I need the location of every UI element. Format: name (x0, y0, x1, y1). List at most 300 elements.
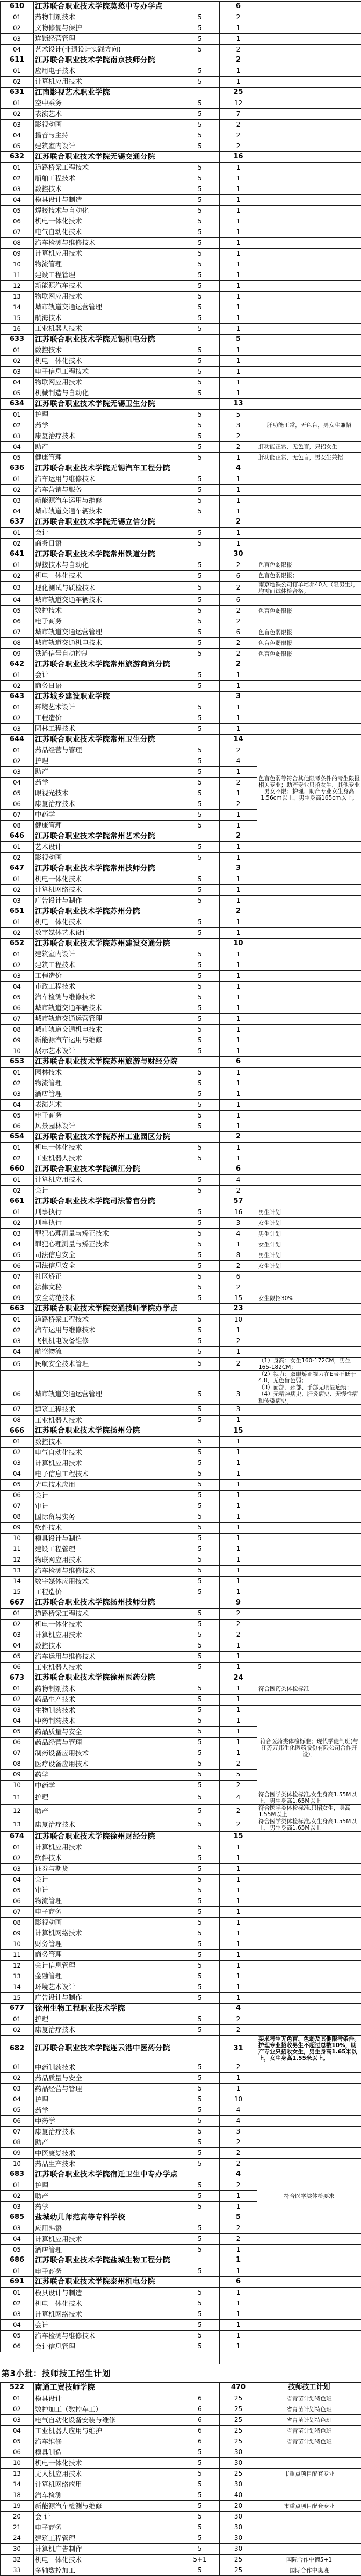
school-remark (257, 549, 361, 560)
major-name: 康复治疗技术 (34, 1818, 180, 1831)
major-count: 1 (220, 270, 257, 281)
major-row (1, 1522, 361, 1533)
major-count: 1 (220, 681, 257, 692)
major-name: 药学 (34, 420, 180, 431)
major-remark (257, 206, 361, 216)
school-total: 30 (220, 549, 257, 560)
major-row (1, 595, 361, 606)
major-count: 3 (220, 420, 257, 431)
major-name: 机电一体化技术 (34, 356, 180, 367)
major-count: 2 (220, 141, 257, 152)
major-years: 5 (180, 206, 220, 216)
major-count: 6 (220, 595, 257, 606)
major-row (1, 77, 361, 88)
major-no: 08 (1, 1415, 34, 1426)
major-name: 机械制造与自动化 (34, 388, 180, 399)
major-remark (257, 1436, 361, 1447)
major-remark (257, 853, 361, 863)
major-name: 护理 (34, 1791, 180, 1804)
major-name: 建设工程管理 (34, 1544, 180, 1555)
school-name: 江苏联合职业技术学院常州艺术分院 (34, 831, 180, 842)
major-no: 03 (1, 367, 34, 378)
major-years: 5 (180, 2223, 220, 2234)
major-name: 艺术设计 (34, 842, 180, 853)
major-row (1, 1651, 361, 1662)
major-count: 2 (220, 606, 257, 616)
major-years: 5 (180, 799, 220, 810)
school-code: 683 (1, 2169, 34, 2180)
major-remark (257, 1282, 361, 1293)
major-years: 5 (180, 66, 220, 77)
school-total: 2 (220, 1132, 257, 1143)
major-no: 04 (1, 378, 34, 388)
school-row (1, 2255, 361, 2266)
major-years: 5 (180, 1769, 220, 1780)
school-total: 4 (220, 2003, 257, 2014)
major-count: 1 (220, 982, 257, 992)
school-remark (257, 1196, 361, 1207)
school-code: 644 (1, 735, 34, 745)
major-count: 1 (220, 1949, 257, 1960)
major-name: 城市轨道交通车辆技术 (34, 595, 180, 606)
major-remark (257, 292, 361, 302)
major-name: 电子商务 (34, 1111, 180, 1121)
major-no: 10 (1, 1780, 34, 1791)
major-no: 06 (1, 1121, 34, 1132)
major-row (1, 582, 361, 595)
major-name: 药品生产技术 (34, 2159, 180, 2169)
major-remark (257, 1501, 361, 1512)
major-count: 1 (220, 1651, 257, 1662)
major-count: 10 (220, 2094, 257, 2105)
major-no: 09 (1, 249, 34, 259)
major-years: 5 (180, 1780, 220, 1791)
major-name: 焊接技术与自动化 (34, 206, 180, 216)
major-count: 2 (220, 616, 257, 627)
major-years: 5 (180, 821, 220, 831)
major-remark (257, 2544, 361, 2555)
major-count: 2 (220, 582, 257, 595)
major-no: 06 (1, 799, 34, 810)
major-remark: 南京地铁公司订单培养40人（限男生），均需面试体检合格。 (257, 582, 361, 595)
major-name: 证券与期货 (34, 1863, 180, 1874)
major-years: 5 (180, 345, 220, 356)
major-years: 5 (180, 960, 220, 971)
major-remark: 男生计划 (257, 1229, 361, 1239)
major-name: 城市轨道交通车辆技术 (34, 506, 180, 517)
major-row (1, 2490, 361, 2501)
major-name: 康复治疗技术 (34, 2127, 180, 2137)
major-years: 5 (180, 1587, 220, 1598)
major-no: 02 (1, 1186, 34, 1196)
major-name: 计算机应用技术 (34, 249, 180, 259)
major-count: 10 (220, 1315, 257, 1325)
major-years: 5 (180, 2202, 220, 2212)
major-name: 电子商务 (34, 2266, 180, 2277)
major-row (1, 2458, 361, 2469)
major-remark (257, 1336, 361, 1347)
major-remark (257, 1928, 361, 1939)
major-count: 1 (220, 388, 257, 399)
school-total: 6 (220, 1057, 257, 1068)
major-count: 1 (220, 853, 257, 863)
major-remark (257, 1003, 361, 1014)
major-row (1, 2137, 361, 2148)
major-row (1, 917, 361, 928)
school-years (180, 549, 220, 560)
major-no: 09 (1, 649, 34, 659)
school-code: 685 (1, 2212, 34, 2223)
major-count: 1 (220, 1917, 257, 1928)
major-count: 1 (220, 874, 257, 885)
major-years: 5 (180, 1576, 220, 1587)
major-remark (257, 216, 361, 227)
major-row (1, 1842, 361, 1853)
school-total: 23 (220, 1304, 257, 1315)
major-count: 1 (220, 2298, 257, 2309)
major-no: 06 (1, 1737, 34, 1748)
major-count: 1 (220, 788, 257, 799)
major-name: 药学 (34, 2202, 180, 2212)
major-name: 道路桥梁工程技术 (34, 163, 180, 173)
major-count: 1 (220, 485, 257, 496)
major-name: 工业机器人技术 (34, 1153, 180, 1164)
major-remark (257, 982, 361, 992)
major-years: 5 (180, 420, 220, 431)
major-count: 1 (220, 259, 257, 270)
major-remark: 省青苗计划特色班 (257, 2436, 361, 2447)
major-count: 1 (220, 2245, 257, 2255)
major-no: 09 (1, 1035, 34, 1046)
major-years: 5 (180, 2137, 220, 2148)
major-row (1, 1684, 361, 1694)
major-remark (257, 1853, 361, 1863)
major-row (1, 1939, 361, 1949)
major-name: 城市轨道交通运营管理 (34, 1384, 180, 1404)
major-count: 1 (220, 1992, 257, 2003)
school-total: 15 (220, 1831, 257, 1842)
major-row (1, 874, 361, 885)
school-total: 2 (220, 517, 257, 528)
major-years: 5 (180, 1218, 220, 1229)
major-count: 1 (220, 1512, 257, 1522)
major-remark (257, 367, 361, 378)
major-name: 护理 (34, 2014, 180, 2024)
major-no: 12 (1, 281, 34, 292)
major-count: 1 (220, 1415, 257, 1426)
major-remark: 色盲色弱限报 (257, 560, 361, 571)
school-row (1, 463, 361, 474)
major-row (1, 649, 361, 659)
major-name: 汽车运用与维修技术 (34, 1651, 180, 1662)
major-remark: 男生计划 (257, 1207, 361, 1218)
major-years: 5 (180, 810, 220, 821)
school-years (180, 399, 220, 410)
major-name: 财务管理 (34, 1939, 180, 1949)
major-years: 5 (180, 77, 220, 88)
major-count: 2 (220, 2062, 257, 2073)
major-no: 07 (1, 1014, 34, 1025)
school-code: 647 (1, 863, 34, 874)
major-remark (257, 1982, 361, 1992)
major-count: 1 (220, 1544, 257, 1555)
major-count: 1 (220, 77, 257, 88)
school-remark: 技师技工计划 (257, 2383, 361, 2393)
major-remark (257, 238, 361, 249)
major-no: 05 (1, 388, 34, 399)
major-no: 03 (1, 1336, 34, 1347)
major-count: 1 (220, 821, 257, 831)
major-no: 01 (1, 670, 34, 681)
major-no: 01 (1, 98, 34, 109)
major-no: 03 (1, 724, 34, 735)
major-no: 11 (1, 1949, 34, 1960)
major-years: 6 (180, 2415, 220, 2426)
school-row (1, 2003, 361, 2014)
school-code: 636 (1, 463, 34, 474)
school-row (1, 659, 361, 670)
major-remark (257, 378, 361, 388)
major-count: 1 (220, 313, 257, 324)
major-years: 5 (180, 1347, 220, 1358)
major-row (1, 2288, 361, 2298)
major-remark (257, 474, 361, 485)
major-remark (257, 1512, 361, 1522)
major-count: 1 (220, 1716, 257, 1726)
school-code: 674 (1, 1831, 34, 1842)
major-years: 5 (180, 756, 220, 767)
major-count: 1 (220, 1025, 257, 1035)
major-row (1, 1705, 361, 1716)
major-no: 01 (1, 874, 34, 885)
major-count: 2 (220, 1608, 257, 1619)
school-name: 江苏联合职业技术学院徐州医药分院 (34, 1673, 180, 1684)
major-row (1, 1544, 361, 1555)
major-no: 03 (1, 496, 34, 506)
school-remark (257, 831, 361, 842)
major-name: 计算机应用技术 (34, 77, 180, 88)
major-no: 11 (1, 1791, 34, 1804)
major-name: 会计 (34, 670, 180, 681)
major-remark (257, 496, 361, 506)
school-code: 667 (1, 1598, 34, 1608)
major-no: 08 (1, 2137, 34, 2148)
major-remark (257, 2331, 361, 2341)
major-row (1, 1565, 361, 1576)
major-count: 2 (220, 120, 257, 130)
major-remark: 色盲色弱等符合其他限考条件的考生限报相关专业；助产专业只招女生，其他专业男女不限；护理、助产专业女生身高1.56cm以上、男生身高165cm以上。 (257, 745, 361, 831)
major-name: 物联网应用技术 (34, 1555, 180, 1565)
major-row (1, 1694, 361, 1705)
major-years: 5 (180, 1555, 220, 1565)
major-name: 药品质量与安全 (34, 1726, 180, 1737)
major-years: 5 (180, 745, 220, 756)
major-no: 01 (1, 2180, 34, 2191)
major-years: 5 (180, 885, 220, 896)
major-count: 1 (220, 539, 257, 549)
major-count: 30 (220, 2458, 257, 2469)
school-name: 江苏联合职业技术学院宿迁卫生中专办学点 (34, 2169, 180, 2180)
major-no: 10 (1, 1533, 34, 1544)
school-row (1, 906, 361, 917)
major-years: 5 (180, 410, 220, 420)
school-remark (257, 88, 361, 98)
major-no: 05 (1, 2436, 34, 2447)
major-count: 12 (220, 98, 257, 109)
major-count: 1 (220, 1694, 257, 1705)
school-code: 641 (1, 549, 34, 560)
school-name: 江苏联合职业技术学院扬州分院 (34, 1426, 180, 1436)
major-name: 司法信息安全 (34, 1250, 180, 1261)
school-remark (257, 1426, 361, 1436)
major-years: 5 (180, 1336, 220, 1347)
major-years: 5 (180, 1630, 220, 1641)
school-total: 15 (220, 1426, 257, 1436)
major-years: 5 (180, 1960, 220, 1971)
major-no: 04 (1, 595, 34, 606)
major-years: 5 (180, 1384, 220, 1404)
major-remark (257, 992, 361, 1003)
major-no: 01 (1, 1436, 34, 1447)
major-years: 5 (180, 638, 220, 649)
major-name: 数控加工（数控车工） (34, 2404, 180, 2415)
major-row (1, 184, 361, 195)
major-no: 04 (1, 1347, 34, 1358)
major-name: 数控技术 (34, 184, 180, 195)
major-count: 6 (220, 627, 257, 638)
major-count: 1 (220, 1896, 257, 1906)
major-count: 2 (220, 799, 257, 810)
major-count: 1 (220, 2331, 257, 2341)
school-row (1, 692, 361, 702)
major-years: 5 (180, 431, 220, 442)
major-row (1, 2512, 361, 2522)
major-years: 5 (180, 606, 220, 616)
major-remark (257, 1906, 361, 1917)
major-no: 02 (1, 756, 34, 767)
major-row (1, 2555, 361, 2565)
major-no: 02 (1, 173, 34, 184)
major-name: 药品经营与管理 (34, 745, 180, 756)
major-years: 5 (180, 1121, 220, 1132)
school-total: 6 (220, 2277, 257, 2288)
major-count: 1 (220, 1737, 257, 1748)
major-remark: 国际合作中德5+1 (257, 2555, 361, 2565)
major-remark (257, 1415, 361, 1426)
major-no: 16 (1, 324, 34, 335)
major-count: 1 (220, 1662, 257, 1673)
major-remark (257, 1874, 361, 1885)
major-years: 5 (180, 1282, 220, 1293)
major-row (1, 1447, 361, 1458)
school-remark (257, 906, 361, 917)
major-no: 04 (1, 1874, 34, 1885)
school-row (1, 1673, 361, 1684)
major-count: 1 (220, 173, 257, 184)
major-years (180, 1371, 220, 1384)
school-name: 江苏联合职业技术学院连云港中医药分院 (34, 2035, 180, 2062)
major-name: 司法信息安全 (34, 1261, 180, 1272)
major-row (1, 2159, 361, 2169)
school-years (180, 831, 220, 842)
school-remark (257, 1057, 361, 1068)
major-count: 1 (220, 281, 257, 292)
major-years: 5 (180, 1014, 220, 1025)
major-count: 20 (220, 2501, 257, 2512)
school-total: 57 (220, 1196, 257, 1207)
school-name: 江苏联合职业技术学院苏州旅游与财经分院 (34, 1057, 180, 1068)
school-years (180, 2169, 220, 2180)
school-name: 江苏联合职业技术学院常州卫生分院 (34, 735, 180, 745)
school-remark (257, 399, 361, 410)
major-count: 2 (220, 12, 257, 23)
major-remark (257, 2298, 361, 2309)
major-remark (257, 1469, 361, 1479)
major-name: 生物制药技术 (34, 1705, 180, 1716)
major-no: 02 (1, 1325, 34, 1336)
major-row (1, 1641, 361, 1651)
major-no: 30 (1, 2544, 34, 2555)
major-count: 2 (220, 1818, 257, 1831)
major-count: 2 (220, 442, 257, 453)
major-years: 5 (180, 1608, 220, 1619)
major-count: 1 (220, 1143, 257, 1153)
major-row (1, 853, 361, 863)
major-no: 02 (1, 356, 34, 367)
major-count: 6 (220, 1272, 257, 1282)
major-remark (257, 23, 361, 34)
major-row (1, 388, 361, 399)
major-count: 1 (220, 2309, 257, 2320)
major-count: 1 (220, 960, 257, 971)
major-row (1, 1533, 361, 1544)
major-no: 01 (1, 163, 34, 173)
major-row (1, 2501, 361, 2512)
major-no: 07 (1, 1272, 34, 1282)
major-no: 01 (1, 528, 34, 539)
major-count: 1 (220, 302, 257, 313)
major-years: 5 (180, 539, 220, 549)
major-name: 法律文秘 (34, 1282, 180, 1293)
major-no: 13 (1, 1818, 34, 1831)
school-remark (257, 55, 361, 66)
major-years: 5 (180, 724, 220, 735)
major-remark (257, 281, 361, 292)
major-name: 药物制剂技术 (34, 12, 180, 23)
major-row (1, 2393, 361, 2404)
major-row (1, 2024, 361, 2035)
major-remark: 男生计划 (257, 1250, 361, 1261)
major-count: 1 (220, 1121, 257, 1132)
major-row (1, 1971, 361, 1982)
major-count: 1 (220, 1842, 257, 1853)
school-total: 24 (220, 1673, 257, 1684)
major-remark (257, 1971, 361, 1982)
school-name: 江苏联合职业技术学院无锡交通分院 (34, 152, 180, 163)
major-count: 1 (220, 1587, 257, 1598)
major-row (1, 1992, 361, 2003)
school-row (1, 1057, 361, 1068)
major-remark: 色盲色弱限报 (257, 606, 361, 616)
major-no: 05 (1, 141, 34, 152)
major-remark (257, 2245, 361, 2255)
major-name: 工业机器人应用与维护 (34, 2426, 180, 2436)
major-remark (257, 1522, 361, 1533)
school-name: 江苏联合职业技术学院常州旅游商贸分院 (34, 659, 180, 670)
school-name: 江苏联合职业技术学院司法警官分院 (34, 1196, 180, 1207)
major-years: 5 (180, 1641, 220, 1651)
major-name: 罪犯心理测量与矫正技术 (34, 1229, 180, 1239)
